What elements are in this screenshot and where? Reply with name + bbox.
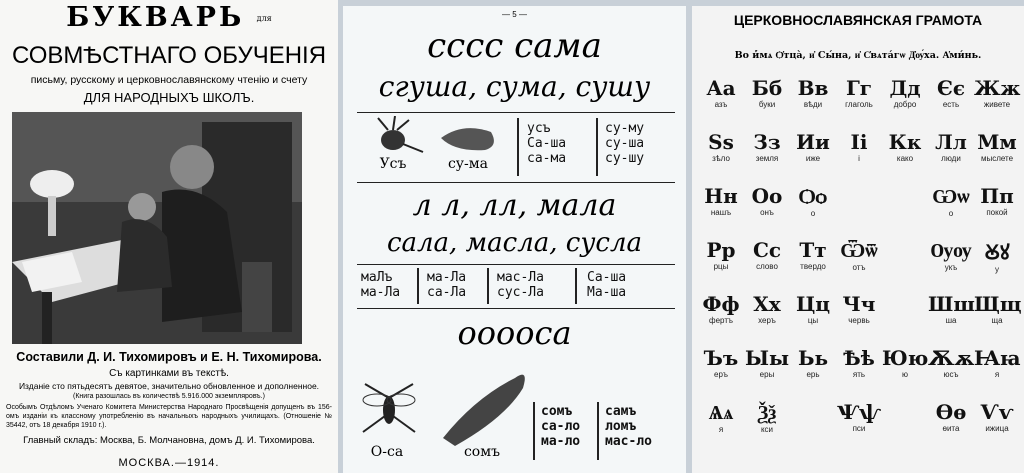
primer-authors: Составили Д. И. Тихомировъ и Е. Н. Тихомирова. [16,350,322,364]
alphabet-letter-name: онъ [760,208,774,217]
alphabet-glyph: Вв [797,76,829,100]
syllable: сус-Ла [497,285,544,300]
alphabet-letter-cell [790,292,836,325]
lesson-page [343,6,686,473]
syllable-col-3 [541,404,580,449]
syllable: са-ма [527,151,567,166]
alphabet-letter-cell [836,400,882,433]
alphabet-letter-cell [790,76,836,109]
alphabet-letter-name: пси [852,424,866,433]
alphabet-letter-cell [974,400,1020,433]
primer-print-note: (Книга разошлась въ количествѣ 5.916.000 экземпляровъ.) [73,393,265,400]
alphabet-glyph: Ѳѳ [935,400,967,424]
syllable: сомъ [541,404,573,419]
alphabet-letter-cell [744,238,790,271]
alphabet-letter-cell [882,346,928,379]
alphabet-letter-cell [928,400,974,433]
alphabet-glyph: Лл [935,130,967,154]
alphabet-letter-cell [928,238,974,272]
alphabet-letter-cell [790,238,836,271]
syllable: ма-Ла [427,270,467,285]
alphabet-letter-name: ша [945,316,957,325]
primer-title-small: для [256,14,272,23]
alphabet-glyph: Ыы [744,346,790,370]
alphabet-letter-name: о [948,209,954,218]
primer-edition: Изданіе сто пятьдесятъ девятое, значительно обновленное и дополненное. [18,381,320,391]
syllable: ломъ [605,419,637,434]
alphabet-glyph: Шш [928,292,975,316]
alphabet-letter-cell [790,130,836,163]
caption-osa: О-са [370,444,404,460]
alphabet-glyph: Ѫѫ [928,346,975,370]
alphabet-glyph: Ѵѵ [980,400,1014,424]
alphabet-glyph: Жж [974,76,1021,100]
alphabet-letter-cell [836,130,882,163]
alphabet-letter-name: ерь [806,370,820,379]
syllable: усъ [527,121,551,136]
alphabet-letter-name: ижица [985,424,1009,433]
alphabet-letter-name: цы [807,316,819,325]
syllable: са-Ла [427,285,467,300]
alphabet-glyph: Бб [751,76,783,100]
syllable: мас-Ла [497,270,544,285]
primer-city-year: МОСКВА.—1914. [118,457,220,469]
syllable: самъ [605,404,637,419]
alphabet-letter-cell [698,400,744,434]
syllable-group-4 [587,270,626,300]
alphabet-letter-name: укъ [944,263,958,272]
lesson-rule [357,264,675,265]
alphabet-letter-cell [836,346,882,379]
alphabet-letter-cell [974,130,1020,163]
wasp-picture [355,376,425,446]
alphabet-letter-name: твердо [800,262,826,271]
syllable: ма-ло [541,434,581,449]
primer-line3: письму, русскому и церковнославянскому чтенію и счету [30,74,308,86]
alphabet-letter-name: зѣло [712,154,730,163]
alphabet-glyph: Тт [799,238,827,262]
alphabet-letter-cell [974,346,1020,379]
caption-som: сомъ [463,444,501,460]
alphabet-letter-cell [974,238,1020,274]
alphabet-letter-name: буки [758,100,776,109]
catfish-picture [435,358,535,448]
syllable-col-2 [605,121,644,166]
alphabet-glyph: Рр [706,238,736,262]
alphabet-letter-name: ю [902,370,908,379]
engraving-illustration [12,112,302,344]
divider [517,118,519,176]
alphabet-letter-name: червь [848,316,870,325]
slavonic-alphabet-page [692,6,1024,473]
alphabet-letter-cell [928,76,974,109]
primer-title-text: БУКВАРЬ [66,2,245,33]
divider [597,402,599,460]
syllable: су-ша [605,136,645,151]
alphabet-letter-cell [928,292,974,325]
alphabet-letter-cell [744,292,790,325]
alphabet-letter-name: у [995,265,999,274]
syllable-col-1 [527,121,566,166]
alphabet-glyph: Ѣѣ [843,346,875,370]
alphabet-letter-cell [974,292,1020,325]
primer-title-page [0,0,338,473]
alphabet-letter-name: слово [756,262,778,271]
alphabet-letter-name: азъ [714,100,728,109]
syllable: Са-ша [527,136,567,151]
alphabet-glyph: Ѯѯ [757,400,777,424]
lesson-rule [357,182,675,183]
syllable-col-4 [605,404,652,449]
alphabet-letter-cell [882,130,928,163]
caption-suma: су-ма [447,156,489,172]
lesson-page-number: — 5 — [502,10,527,19]
lesson-script-1: сссс сама [427,26,602,66]
syllable-group-3 [497,270,544,300]
alphabet-glyph: Ъъ [703,346,739,370]
alphabet-letter-name: есть [942,100,960,109]
alphabet-letter-cell [928,130,974,163]
alphabet-glyph: Сс [752,238,782,262]
syllable-group-2 [427,270,466,300]
divider [596,118,598,176]
alphabet-glyph: Гг [845,76,873,100]
alphabet-letter-cell [744,400,790,434]
alphabet-glyph: Ѿѿ [840,238,878,262]
alphabet-letter-name: како [896,154,914,163]
alphabet-glyph: Цц [795,292,831,316]
alphabet-letter-name: фертъ [709,316,733,325]
alphabet-glyph: Фф [702,292,740,316]
syllable: су-му [605,121,645,136]
syllable: са-ло [541,419,581,434]
syllable: ма-Ла [361,285,401,300]
alphabet-letter-name: вѣди [803,100,823,109]
alphabet-letter-name: мыслете [980,154,1014,163]
alphabet-letter-cell [698,76,744,109]
primer-subtitle: СОВМѢСТНАГО ОБУЧЕНІЯ [11,42,327,69]
alphabet-glyph: Пп [980,184,1014,208]
primer-line4: ДЛЯ НАРОДНЫХЪ ШКОЛЪ. [83,90,255,105]
bag-picture [433,118,503,156]
alphabet-glyph: Ꙋꙋ [984,240,1010,264]
alphabet-letter-name: люди [941,154,961,163]
alphabet-letter-cell [744,76,790,109]
alphabet-letter-name: ѳита [942,424,960,433]
alphabet-glyph: Оо [751,184,783,208]
alphabet-glyph: Юю [882,346,929,370]
syllable: Са-ша [587,270,627,285]
alphabet-letter-cell [974,76,1020,109]
alphabet-letter-name: я [994,370,1000,379]
alphabet-letter-name: нашъ [710,208,732,217]
alphabet-glyph: Ѱѱ [836,400,882,424]
divider [417,268,419,304]
syllable-group-1 [361,270,400,300]
alphabet-letter-name: глаголь [845,100,873,109]
slavonic-invocation: Во и̓́мѧ Ѻ҆тца̀, и҆ Сы́на, и҆ С҆вѧта́гѡ Д҆ѹ́ха. А҆ми́нь. [734,50,982,61]
alphabet-glyph: Щщ [974,292,1022,316]
alphabet-letter-cell [836,76,882,109]
alphabet-glyph: Зз [753,130,781,154]
alphabet-glyph: Іі [850,130,868,154]
primer-approval: Особымъ Отдѣломъ Ученаго Комитета Министерства Народнаго Просвѣщенія допущенъ въ 156-омъ изданіи къ классному употребленію въ начальныхъ народныхъ училищахъ. (Отношеніе № 35442, отъ 18 декабря 1910 г.). [6,404,332,429]
alphabet-letter-name: о [810,209,816,218]
alphabet-letter-cell [698,130,744,163]
primer-with-pictures: Съ картинками въ текстѣ. [109,368,229,379]
alphabet-letter-cell [698,346,744,379]
lesson-script-4: сала, масла, сусла [386,228,643,258]
alphabet-letter-name: добро [893,100,917,109]
alphabet-letter-cell [790,184,836,218]
alphabet-glyph: Мм [977,130,1017,154]
alphabet-letter-name: иже [805,154,821,163]
radish-picture [363,116,433,156]
alphabet-glyph: Ѡѡ [932,184,970,208]
alphabet-letter-name: кси [760,425,774,434]
syllable: Ма-ша [587,285,627,300]
alphabet-letter-name: рцы [713,262,729,271]
alphabet-glyph: Ѧѧ [708,400,734,424]
primer-title [0,2,338,33]
alphabet-glyph: Хх [753,292,781,316]
alphabet-letter-cell [698,184,744,217]
alphabet-glyph: Кк [888,130,922,154]
syllable: маЛъ [361,270,393,285]
alphabet-letter-cell [698,238,744,271]
lesson-script-2: сгуша, сума, сушу [378,70,651,103]
syllable: мас-ло [605,434,652,449]
lesson-script-3: л л, лл, мала [412,188,617,223]
alphabet-glyph: Ѕѕ [708,130,734,154]
alphabet-letter-cell [744,184,790,217]
alphabet-letter-name: я [718,425,724,434]
divider [487,268,489,304]
alphabet-glyph: Чч [842,292,876,316]
alphabet-letter-cell [928,346,974,379]
alphabet-glyph: Ꙗꙗ [974,346,1021,370]
lesson-script-5: ооооса [457,314,572,352]
alphabet-letter-name: і [858,154,860,163]
caption-us: Усъ [379,156,407,172]
syllable: су-шу [605,151,645,166]
alphabet-letter-name: ять [852,370,866,379]
alphabet-glyph: Нн [704,184,738,208]
primer-warehouse: Главный складъ: Москва, Б. Молчановна, домъ Д. И. Тихомирова. [23,435,315,446]
alphabet-letter-cell [744,130,790,163]
lesson-rule [357,112,675,113]
alphabet-letter-name: херъ [758,316,776,325]
alphabet-letter-cell [790,346,836,379]
alphabet-letter-cell [928,184,974,218]
alphabet-glyph: Ии [796,130,830,154]
alphabet-letter-cell [744,346,790,379]
slavonic-title: ЦЕРКОВНОСЛАВЯНСКАЯ ГРАМОТА [733,12,983,28]
lesson-rule [357,308,675,309]
alphabet-letter-name: юсъ [943,370,959,379]
alphabet-glyph: Аа [706,76,736,100]
alphabet-letter-name: земля [755,154,779,163]
alphabet-letter-name: еръ [714,370,728,379]
alphabet-letter-name: отъ [852,263,866,272]
alphabet-letter-cell [836,238,882,272]
alphabet-letter-cell [974,184,1020,217]
alphabet-letter-cell [882,76,928,109]
alphabet-glyph: Дд [889,76,921,100]
divider [533,402,535,460]
alphabet-glyph: Єє [936,76,966,100]
divider [575,268,577,304]
alphabet-glyph: Ѻѻ [798,184,828,208]
alphabet-letter-cell [698,292,744,325]
alphabet-letter-name: живете [983,100,1011,109]
alphabet-letter-name: ща [991,316,1003,325]
alphabet-letter-cell [836,292,882,325]
alphabet-glyph: Ьь [797,346,829,370]
alphabet-letter-name: покой [986,208,1008,217]
alphabet-glyph: Ѹѹ [930,238,972,262]
alphabet-letter-name: еры [759,370,775,379]
